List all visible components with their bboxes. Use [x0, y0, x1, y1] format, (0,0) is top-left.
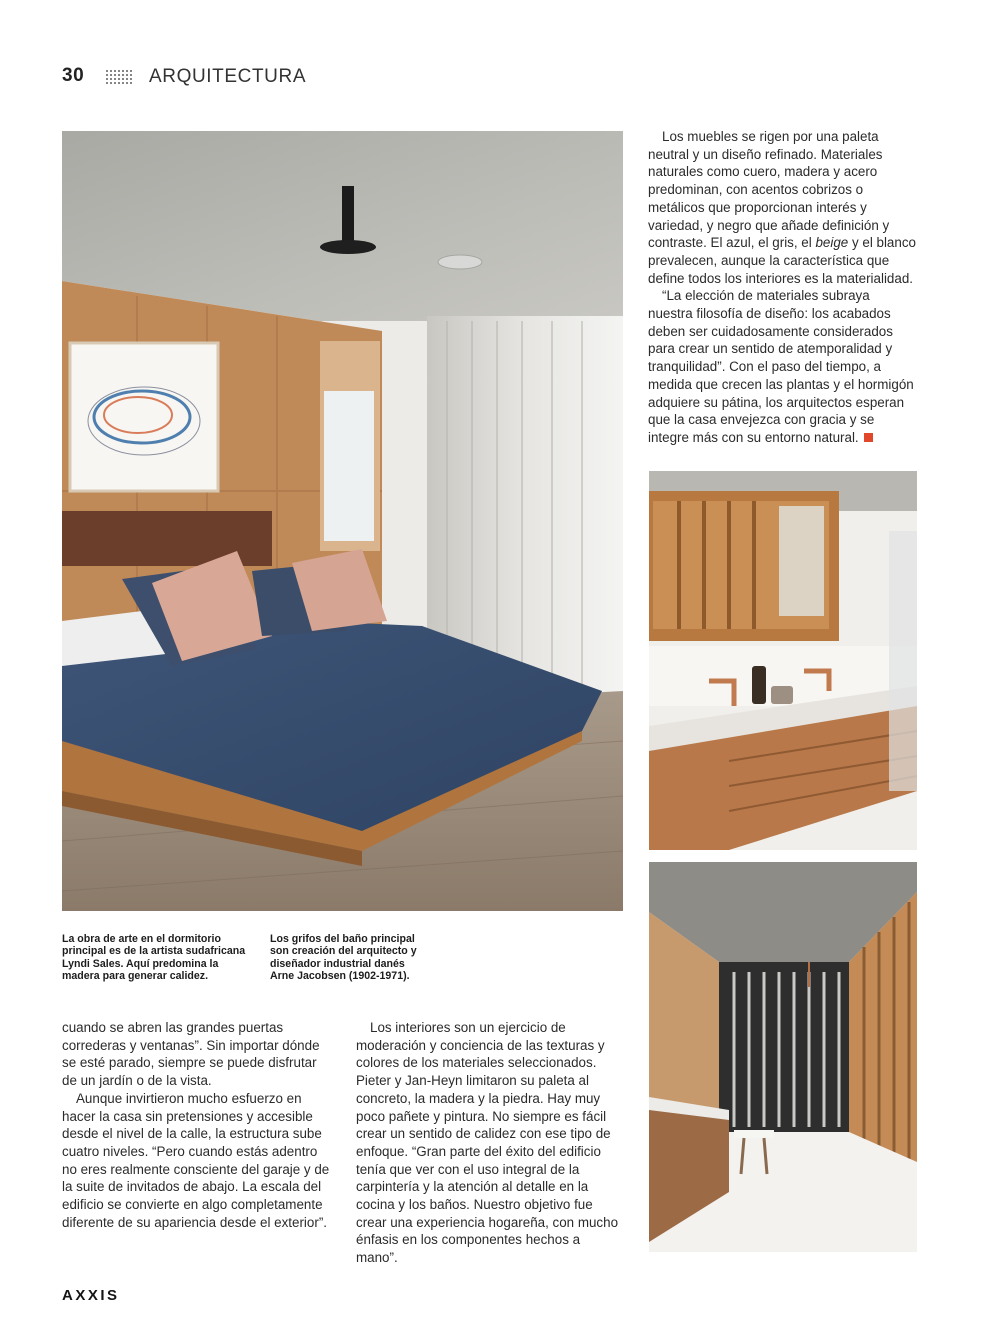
- bathroom-shower-photo: [649, 862, 917, 1252]
- right-paragraph-1: [648, 128, 918, 287]
- left-column-text: [62, 1019, 330, 1231]
- middle-paragraph-1: Los interiores son un ejercicio de moderación y conciencia de las texturas y colores de los materiales seleccionados. Pieter y Jan-Heyn limitaron su paleta al concreto, la madera y la piedra. Hay muy poco pañete y pintura. No siempre es fácil crear un sentido de calidez con ese tipo de enfoque. “Gran parte del éxito del edificio tenía que ver con el uso integral de la carpintería y la atención al detalle en la cocina y los baños. Nuestro objetivo fue crear una experiencia hogareña, con mucho énfasis en los componentes hechos a mano”.: [356, 1020, 619, 1266]
- page-number: 30: [62, 65, 85, 86]
- dot-grid-ornament: [105, 69, 133, 85]
- bathroom-vanity-photo: [649, 471, 917, 850]
- end-of-article-square-icon: [864, 433, 873, 442]
- left-paragraph-2: Aunque invirtieron mucho esfuerzo en hacer la casa sin pretensiones y accesible desde el nivel de la calle, la estructura sube cuatro niveles. “Pero cuando estás adentro no eres realmente consciente del garaje y de la suite de invitados de abajo. La escala del edificio se convierte en algo completamente diferente de su apariencia desde el exterior”.: [62, 1090, 330, 1230]
- middle-column-text: [356, 1019, 621, 1267]
- right-paragraph-1-text-a: Los muebles se rigen por una paleta neutral y un diseño refinado. Materiales naturales como cuero, madera y acero predominan, con acentos cobrizos o metálicos que proporcionan interés y variedad, y negro que añade definición y contraste. El azul, el gris, el: [648, 129, 890, 251]
- right-paragraph-1-text-b: y el blanco prevalecen, aunque la característica que define todos los interiores es la materialidad.: [648, 235, 916, 286]
- magazine-brand-logo: AXXIS: [62, 1287, 120, 1304]
- section-title: ARQUITECTURA: [149, 66, 307, 87]
- right-column-text: [648, 128, 918, 447]
- right-paragraph-2: [648, 287, 918, 446]
- caption-bedroom: La obra de arte en el dormitorio principal es de la artista sudafricana Lyndi Sales. Aquí predomina la madera para generar calidez.: [62, 933, 246, 982]
- left-paragraph-1: cuando se abren las grandes puertas correderas y ventanas”. Sin importar dónde se esté parado, siempre se puede disfrutar de un jardín o de la vista.: [62, 1020, 320, 1089]
- right-paragraph-2-text: “La elección de materiales subraya nuestra filosofía de diseño: los acabados deben ser cuidadosamente considerados para crear un sentido de atemporalidad y tranquilidad”. Con el paso del tiempo, a medida que crecen las plantas y el hormigón adquiere su pátina, los arquitectos esperan que la casa envejezca con gracia y se integre más con su entorno natural.: [648, 288, 914, 445]
- right-paragraph-1-emphasis: beige: [815, 235, 849, 251]
- caption-bathroom: Los grifos del baño principal son creación del arquitecto y diseñador industrial danés Arne Jacobsen (1902-1971).: [270, 933, 417, 982]
- bedroom-photo: [62, 131, 623, 911]
